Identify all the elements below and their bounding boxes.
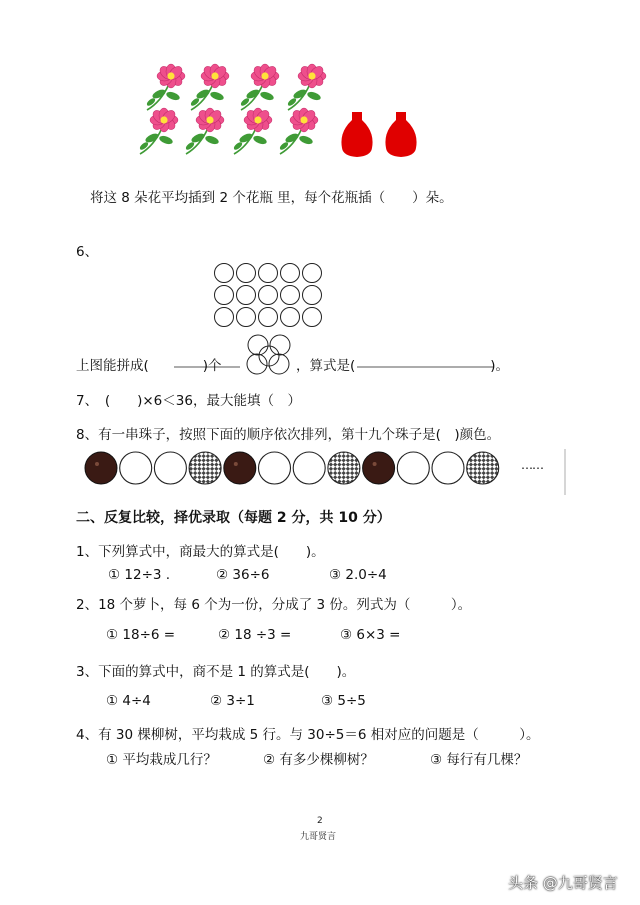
q8-text: 8、有一串珠子，按照下面的顺序依次排列，第十九个珠子是( )颜色。 bbox=[76, 427, 501, 443]
q6-text-a: 上图能拼成( )个 bbox=[76, 358, 222, 374]
bead-dark bbox=[85, 452, 117, 484]
q2-2-option-1: ① 18÷6 = bbox=[106, 627, 176, 643]
bead-white bbox=[154, 452, 186, 484]
q2-4-option-1: ① 平均栽成几行？ bbox=[106, 752, 217, 768]
bead-patterned bbox=[467, 452, 499, 484]
q2-4-option-3: ③ 每行有几棵？ bbox=[430, 752, 528, 768]
page-number: 2 bbox=[317, 816, 323, 826]
q2-3-option-3: ③ 5÷5 bbox=[321, 693, 366, 709]
bead-white bbox=[120, 452, 152, 484]
q2-3-option-1: ① 4÷4 bbox=[106, 693, 151, 709]
footer-author: 九哥贤言 bbox=[300, 832, 337, 842]
bead-white bbox=[432, 452, 464, 484]
watermark: 头条 @九哥贤言 bbox=[508, 874, 618, 892]
q2-3-option-2: ② 3÷1 bbox=[210, 693, 255, 709]
q2-2-option-3: ③ 6×3 = bbox=[340, 627, 401, 643]
bead-white bbox=[259, 452, 291, 484]
q6-number: 6、 bbox=[76, 244, 99, 260]
q2-4-question: 4、有 30 棵柳树，平均栽成 5 行。与 30÷5＝6 相对应的问题是（ ）。 bbox=[76, 727, 540, 743]
bead-patterned bbox=[189, 452, 221, 484]
beads-ellipsis: …… bbox=[521, 458, 543, 472]
bead-patterned bbox=[328, 452, 360, 484]
bead-white bbox=[293, 452, 325, 484]
q2-1-option-2: ② 36÷6 bbox=[216, 567, 270, 583]
section-2-title: 二、反复比较，择优录取（每题 2 分，共 10 分） bbox=[76, 510, 391, 526]
bead-dark bbox=[363, 452, 395, 484]
q2-4-option-2: ② 有多少棵柳树？ bbox=[263, 752, 374, 768]
q2-2-option-2: ② 18 ÷3 = bbox=[218, 627, 292, 643]
q5-text: 将这 8 朵花平均插到 2 个花瓶 里，每个花瓶插（ ）朵。 bbox=[90, 190, 453, 206]
q2-2-question: 2、18 个萝卜，每 6 个为一份，分成了 3 份。列式为（ ）。 bbox=[76, 597, 472, 613]
q2-1-option-3: ③ 2.0÷4 bbox=[329, 567, 387, 583]
q7-text: 7、 ( )×6＜36，最大能填（ ） bbox=[76, 393, 301, 409]
q2-3-question: 3、下面的算式中，商不是 1 的算式是( )。 bbox=[76, 664, 356, 680]
bead-white bbox=[397, 452, 429, 484]
q2-1-question: 1、下列算式中，商最大的算式是( )。 bbox=[76, 544, 325, 560]
q2-1-option-1: ① 12÷3 . bbox=[108, 567, 171, 583]
q6-text-b: ，算式是( )。 bbox=[296, 358, 510, 374]
bead-dark bbox=[224, 452, 256, 484]
